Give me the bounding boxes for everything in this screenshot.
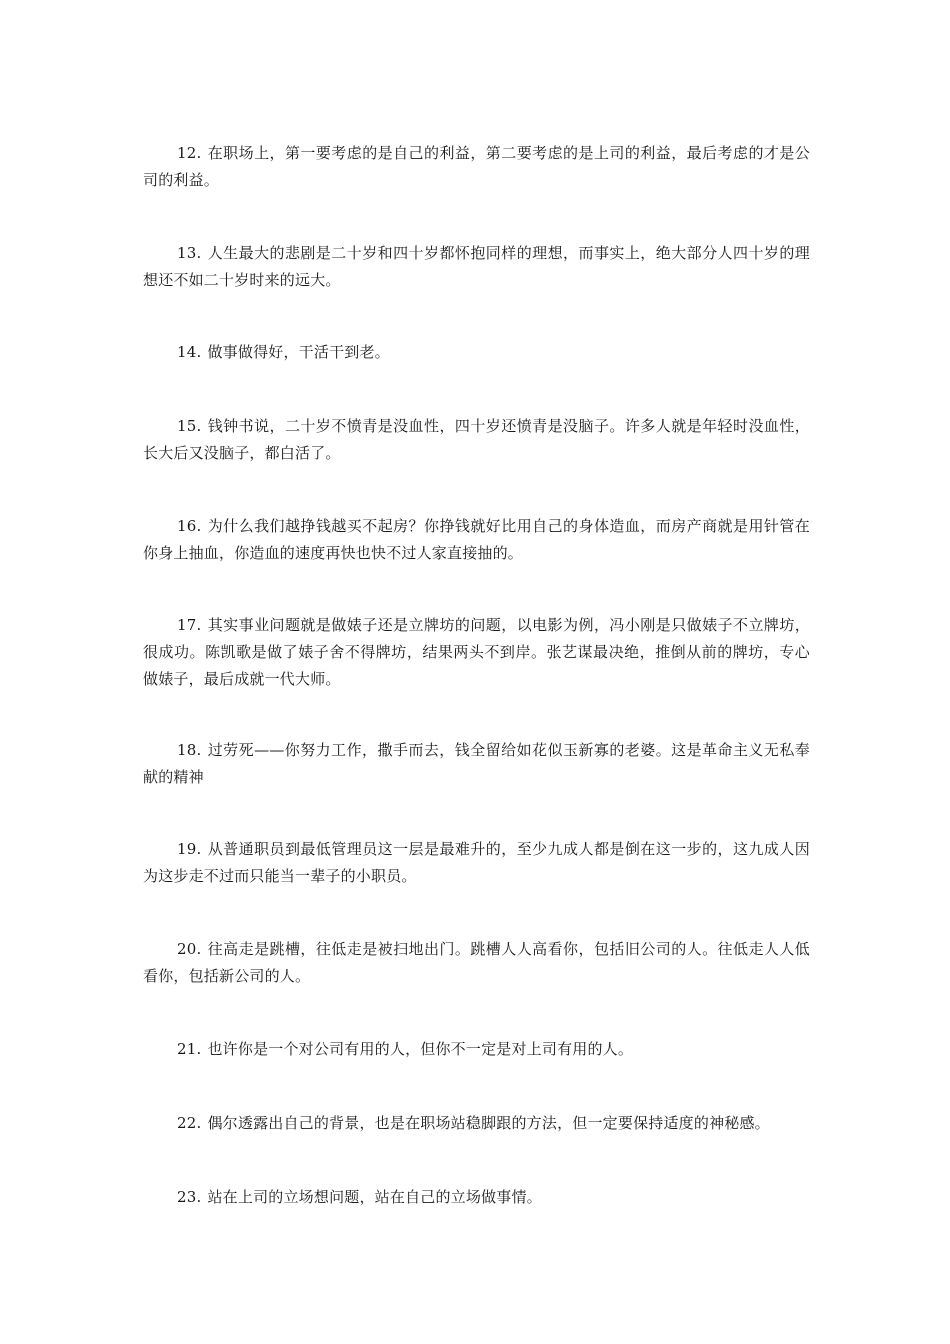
item-number: 19. (177, 840, 202, 858)
paragraph-item-14 (143, 339, 810, 366)
item-text: 钱钟书说，二十岁不愤青是没血性，四十岁还愤青是没脑子。许多人就是年轻时没血性，长大后又没脑子，都白活了。 (143, 417, 810, 462)
item-number: 15. (177, 417, 202, 435)
item-text: 偶尔透露出自己的背景，也是在职场站稳脚跟的方法，但一定要保持适度的神秘感。 (207, 1114, 770, 1132)
item-text: 在职场上，第一要考虑的是自己的利益，第二要考虑的是上司的利益，最后考虑的才是公司的利益。 (143, 144, 810, 189)
paragraph-item-21 (143, 1036, 810, 1063)
item-text: 往高走是跳槽，往低走是被扫地出门。跳槽人人高看你，包括旧公司的人。往低走人人低看你，包括新公司的人。 (143, 940, 810, 985)
item-number: 16. (177, 517, 202, 535)
item-number: 14. (177, 343, 202, 361)
item-number: 12. (177, 144, 202, 162)
item-text: 做事做得好，干活干到老。 (207, 343, 390, 361)
paragraph-item-12 (143, 140, 810, 194)
item-text: 站在上司的立场想问题，站在自己的立场做事情。 (207, 1188, 542, 1206)
item-text: 也许你是一个对公司有用的人，但你不一定是对上司有用的人。 (207, 1040, 634, 1058)
item-number: 23. (177, 1188, 202, 1206)
item-number: 13. (177, 244, 202, 262)
paragraph-item-16 (143, 513, 810, 567)
paragraph-item-23 (143, 1184, 810, 1211)
item-number: 17. (177, 616, 202, 634)
item-text: 为什么我们越挣钱越买不起房？你挣钱就好比用自己的身体造血，而房产商就是用针管在你身上抽血，你造血的速度再快也快不过人家直接抽的。 (143, 517, 810, 562)
item-text: 其实事业问题就是做婊子还是立牌坊的问题，以电影为例，冯小刚是只做婊子不立牌坊，很成功。陈凯歌是做了婊子舍不得牌坊，结果两头不到岸。张艺谋最决绝，推倒从前的牌坊，专心做婊子，最后成就一代大师。 (143, 616, 810, 688)
item-text: 过劳死——你努力工作，撒手而去，钱全留给如花似玉新寡的老婆。这是革命主义无私奉献的精神 (143, 741, 810, 786)
paragraph-item-13 (143, 240, 810, 294)
paragraph-item-20 (143, 936, 810, 990)
item-number: 20. (177, 940, 202, 958)
item-text: 从普通职员到最低管理员这一层是最难升的，至少九成人都是倒在这一步的，这九成人因为这步走不过而只能当一辈子的小职员。 (143, 840, 810, 885)
paragraph-item-18 (143, 737, 810, 791)
paragraph-item-19 (143, 836, 810, 890)
item-number: 18. (177, 741, 202, 759)
item-number: 21. (177, 1040, 202, 1058)
paragraph-item-17 (143, 612, 810, 693)
paragraph-item-22 (143, 1110, 810, 1137)
item-text: 人生最大的悲剧是二十岁和四十岁都怀抱同样的理想，而事实上，绝大部分人四十岁的理想还不如二十岁时来的远大。 (143, 244, 810, 289)
item-number: 22. (177, 1114, 202, 1132)
paragraph-item-15 (143, 413, 810, 467)
